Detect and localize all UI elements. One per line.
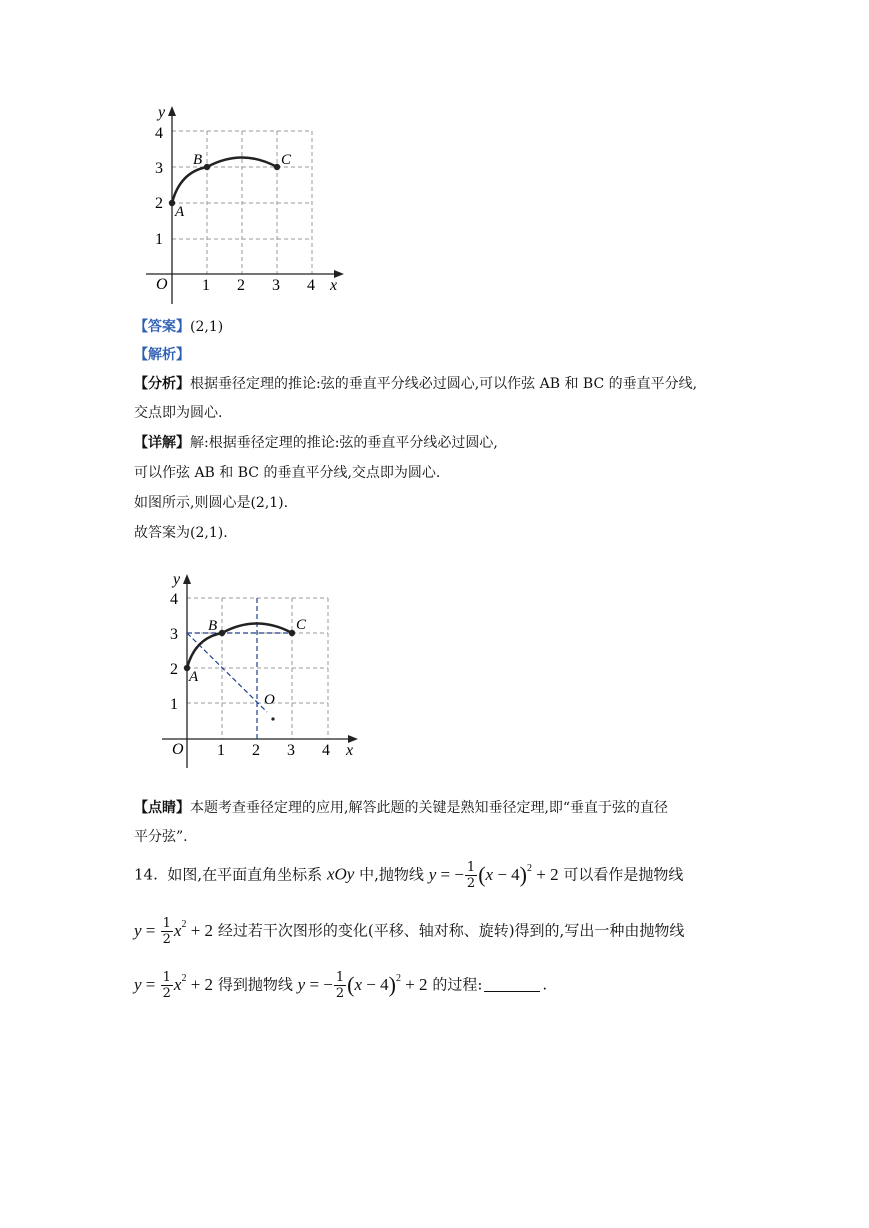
q14-formula-target: y = − $\frac{1}{2}$ $(x - 4)^2 + 2$ — [428, 860, 559, 891]
q14-text-2: 中,抛物线 — [359, 865, 424, 884]
point-c-label: C — [281, 152, 292, 168]
point-b — [219, 630, 225, 636]
point-b-label: B — [193, 152, 203, 168]
y-tick: 2 — [170, 661, 178, 678]
q14-text-5: 得到抛物线 — [217, 975, 293, 994]
analysis-line — [134, 345, 190, 365]
arc-abc — [187, 624, 292, 669]
q14-text-7: . — [542, 975, 548, 994]
q14-text-4: 经过若干次图形的变化(平移、轴对称、旋转)得到的,写出一种由抛物线 — [217, 921, 685, 940]
q14-line-3 — [134, 970, 547, 1001]
xiangjie-line-3: 如图所示,则圆心是(2,1). — [134, 495, 289, 511]
point-c — [274, 164, 280, 170]
origin-label: O — [172, 741, 184, 758]
point-c — [289, 630, 295, 636]
xiangjie-line-4: 故答案为(2,1). — [134, 525, 228, 541]
x-tick: 3 — [272, 277, 280, 294]
point-a-label: A — [175, 204, 185, 220]
y-axis-label: y — [158, 104, 166, 121]
q14-text-3: 可以看作是抛物线 — [563, 865, 684, 884]
origin-label: O — [156, 276, 168, 293]
y-tick: 3 — [170, 626, 178, 643]
point-b — [204, 164, 210, 170]
point-a-label: A — [189, 669, 199, 685]
answer-tag: 【答案】 — [134, 319, 190, 335]
x-axis-label: x — [346, 742, 354, 759]
q14-coord: xOy — [326, 864, 355, 884]
fenxi-text-1: 根据垂径定理的推论:弦的垂直平分线必过圆心,可以作弦 AB 和 BC 的垂直平分线, — [190, 376, 698, 392]
xiangjie-line-2: 可以作弦 AB 和 BC 的垂直平分线,交点即为圆心. — [134, 465, 441, 481]
q14-formula-source: y = $\frac{1}{2}$ $x^2 + 2$ — [134, 916, 214, 947]
point-b-label: B — [208, 618, 218, 634]
q14-formula-source-2: y = $\frac{1}{2}$ $x^2 + 2$ — [134, 970, 214, 1001]
x-tick: 3 — [287, 742, 295, 759]
y-tick: 3 — [155, 160, 163, 177]
q14-number: 14. — [134, 865, 158, 884]
xiangjie-line-1 — [134, 433, 498, 453]
fenxi-line-1 — [134, 374, 697, 394]
dianjing-line-1 — [134, 798, 668, 818]
q14-text-1: 如图,在平面直角坐标系 — [167, 865, 323, 884]
figure-2-graph — [150, 562, 370, 774]
dianjing-text-1: 本题考查垂径定理的应用,解答此题的关键是熟知垂径定理,即“垂直于弦的直径 — [190, 800, 669, 816]
arc-abc — [172, 158, 277, 204]
y-tick: 4 — [170, 591, 178, 608]
answer-line — [134, 317, 223, 337]
y-axis-label: y — [173, 571, 181, 588]
center-label: O — [264, 692, 275, 708]
y-tick: 1 — [170, 696, 178, 713]
x-axis-label: x — [330, 277, 338, 294]
answer-blank[interactable] — [484, 977, 540, 992]
y-tick: 4 — [155, 125, 163, 142]
y-axis-arrow — [183, 574, 191, 584]
x-tick: 4 — [307, 277, 315, 294]
q14-formula-target-2: y = − $\frac{1}{2}$ $(x - 4)^2 + 2$ — [297, 970, 428, 1001]
q14-line-1 — [134, 860, 683, 891]
x-tick: 4 — [322, 742, 330, 759]
x-tick: 2 — [237, 277, 245, 294]
analysis-tag: 【解析】 — [134, 347, 190, 363]
x-tick: 1 — [217, 742, 225, 759]
q14-line-2 — [134, 916, 684, 947]
point-c-label: C — [296, 617, 307, 633]
dianjing-tag: 【点睛】 — [134, 800, 190, 816]
x-tick: 1 — [202, 277, 210, 294]
y-tick: 1 — [155, 231, 163, 248]
center-dot — [271, 717, 274, 720]
y-axis-arrow — [168, 106, 176, 116]
figure-1-graph — [140, 100, 360, 310]
answer-text: (2,1) — [190, 319, 224, 335]
x-tick: 2 — [252, 742, 260, 759]
fenxi-line-2: 交点即为圆心. — [134, 405, 223, 421]
y-tick: 2 — [155, 195, 163, 212]
q14-text-6: 的过程: — [432, 975, 483, 994]
xiangjie-text-1: 解:根据垂径定理的推论:弦的垂直平分线必过圆心, — [190, 435, 498, 451]
xiangjie-tag: 【详解】 — [134, 435, 190, 451]
fenxi-tag: 【分析】 — [134, 376, 190, 392]
dianjing-line-2: 平分弦”. — [134, 829, 188, 845]
